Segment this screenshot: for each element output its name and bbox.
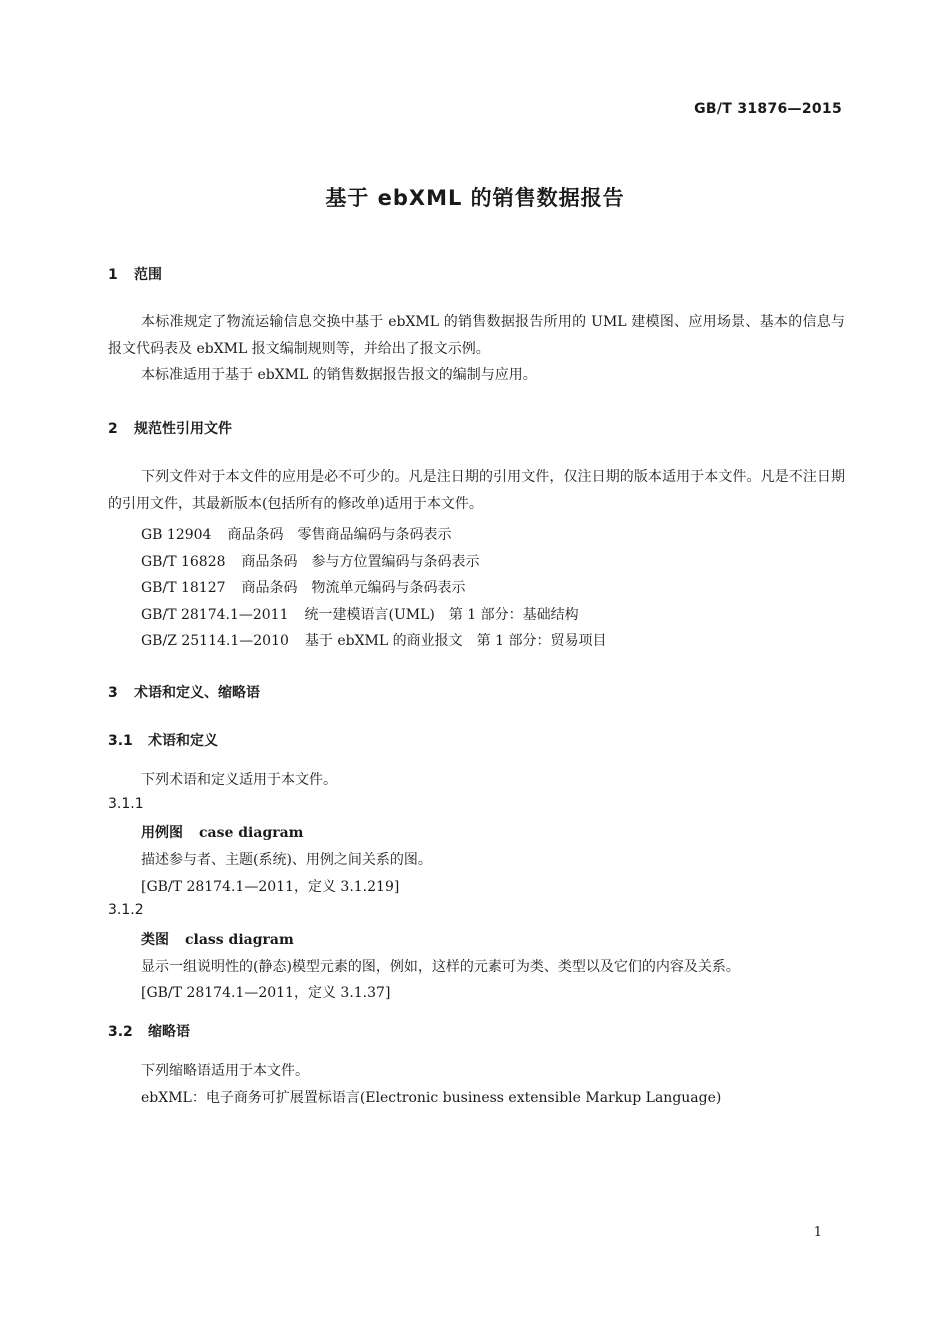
- section-number: 2: [108, 421, 118, 437]
- reference-item: [141, 577, 466, 597]
- reference-item: [141, 630, 606, 650]
- term-source: [GB/T 28174.1—2011，定义 3.1.37]: [141, 985, 391, 1001]
- terms-intro: 下列术语和定义适用于本文件。: [141, 772, 337, 788]
- normative-refs-intro: 下列文件对于本文件的应用是必不可少的。凡是注日期的引用文件，仅注日期的版本适用于本文件。凡是不注日期的引用文件，其最新版本(包括所有的修改单)适用于本文件。: [108, 469, 845, 512]
- page-number: 1: [813, 1225, 822, 1240]
- term-heading: [141, 929, 294, 949]
- reference-title: 商品条码 物流单元编码与条码表示: [241, 580, 466, 596]
- term-number: 3.1.1: [108, 796, 144, 812]
- reference-title: 基于 ebXML 的商业报文 第 1 部分：贸易项目: [304, 633, 607, 649]
- section-title: 规范性引用文件: [134, 421, 232, 437]
- term-source: [GB/T 28174.1—2011，定义 3.1.219]: [141, 879, 400, 895]
- subsection-3-1-heading: [108, 730, 218, 750]
- reference-code: GB/T 28174.1—2011: [141, 607, 289, 623]
- scope-paragraph-2: 本标准适用于基于 ebXML 的销售数据报告报文的编制与应用。: [141, 367, 537, 383]
- subsection-number: 3.1: [108, 733, 133, 749]
- subsection-number: 3.2: [108, 1024, 133, 1040]
- reference-code: GB 12904: [141, 527, 212, 543]
- term-definition: 显示一组说明性的(静态)模型元素的图，例如，这样的元素可为类、类型以及它们的内容及关系。: [141, 959, 740, 975]
- abbr-item: ebXML：电子商务可扩展置标语言(Electronic business extensible Markup Language): [141, 1090, 722, 1106]
- section-title: 范围: [134, 267, 162, 283]
- term-en: case diagram: [199, 825, 304, 841]
- scope-paragraph-1: 本标准规定了物流运输信息交换中基于 ebXML 的销售数据报告所用的 UML 建模图、应用场景、基本的信息与报文代码表及 ebXML 报文编制规则等，并给出了报文示例。: [108, 314, 845, 357]
- subsection-title: 缩略语: [148, 1024, 190, 1040]
- reference-code: GB/T 18127: [141, 580, 226, 596]
- reference-item: [141, 524, 451, 544]
- section-3-heading: [108, 682, 260, 702]
- term-heading: [141, 822, 304, 842]
- document-title: 基于 ebXML 的销售数据报告: [325, 186, 625, 210]
- section-number: 3: [108, 685, 118, 701]
- reference-code: GB/T 16828: [141, 554, 226, 570]
- reference-title: 商品条码 零售商品编码与条码表示: [227, 527, 452, 543]
- section-title: 术语和定义、缩略语: [134, 685, 260, 701]
- abbr-intro: 下列缩略语适用于本文件。: [141, 1063, 309, 1079]
- reference-code: GB/Z 25114.1—2010: [141, 633, 289, 649]
- term-cn: 类图: [141, 932, 169, 948]
- reference-title: 统一建模语言(UML) 第 1 部分：基础结构: [304, 607, 579, 623]
- reference-item: [141, 604, 579, 624]
- section-number: 1: [108, 267, 118, 283]
- reference-item: [141, 551, 480, 571]
- reference-title: 商品条码 参与方位置编码与条码表示: [241, 554, 480, 570]
- subsection-title: 术语和定义: [148, 733, 218, 749]
- section-2-heading: [108, 418, 232, 438]
- term-number: 3.1.2: [108, 902, 144, 918]
- term-cn: 用例图: [141, 825, 183, 841]
- term-definition: 描述参与者、主题(系统)、用例之间关系的图。: [141, 852, 432, 868]
- term-en: class diagram: [185, 932, 294, 948]
- standard-code: GB/T 31876—2015: [694, 101, 842, 117]
- subsection-3-2-heading: [108, 1021, 190, 1041]
- section-1-heading: [108, 264, 162, 284]
